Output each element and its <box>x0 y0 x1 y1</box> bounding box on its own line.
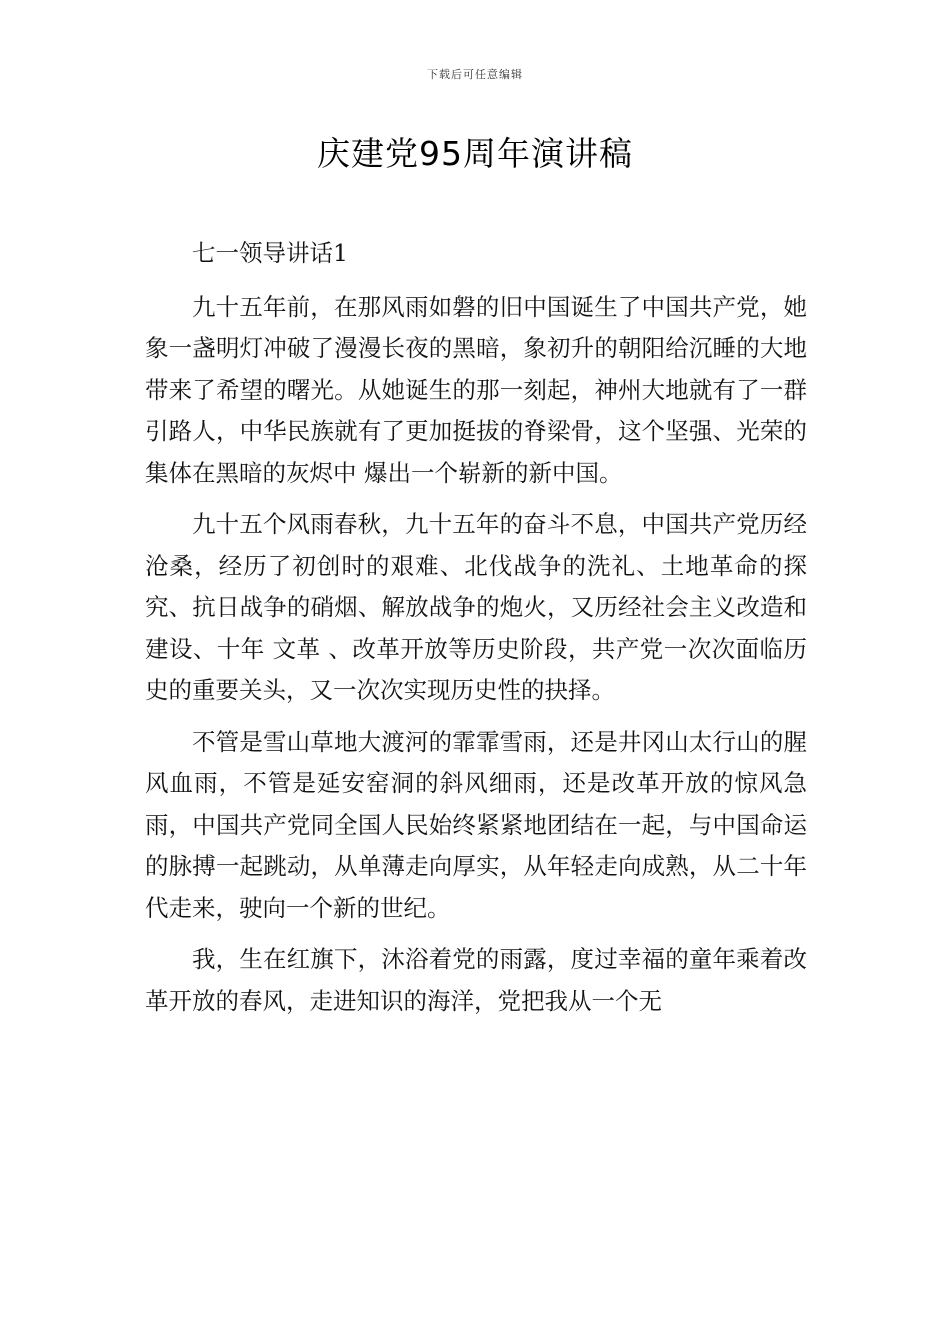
document-body <box>145 233 807 1032</box>
paragraph: 我，生在红旗下，沐浴着党的雨露，度过幸福的童年乘着改革开放的春风，走进知识的海洋，党把我从一个无 <box>145 945 807 1015</box>
header-note: 下载后可任意编辑 <box>427 68 523 81</box>
paragraph: 不管是雪山草地大渡河的霏霏雪雨，还是井冈山太行山的腥风血雨，不管是延安窑洞的斜风细雨，还是改革开放的惊风急雨，中国共产党同全国人民始终紧紧地团结在一起，与中国命运的脉搏一起跳动，从单薄走向厚实，从年轻走向成熟，从二十年代走来，驶向一个新的世纪。 <box>145 727 807 922</box>
document-title: 庆建党95周年演讲稿 <box>317 134 633 173</box>
section-subtitle: 七一领导讲话1 <box>192 239 348 267</box>
paragraph: 九十五个风雨春秋，九十五年的奋斗不息，中国共产党历经沧桑，经历了初创时的艰难、北伐战争的洗礼、土地革命的探究、抗日战争的硝烟、解放战争的炮火，又历经社会主义改造和建设、十年 文革 、改革开放等历史阶段，共产党一次次面临历史的重要关头，又一次次实现历史性的抉择。 <box>145 510 807 704</box>
paragraph: 九十五年前，在那风雨如磐的旧中国诞生了中国共产党，她象一盏明灯冲破了漫漫长夜的黑暗，象初升的朝阳给沉睡的大地带来了希望的曙光。从她诞生的那一刻起，神州大地就有了一群引路人，中华民族就有了更加挺拔的脊梁骨，这个坚强、光荣的集体在黑暗的灰烬中 爆出一个崭新的新中国。 <box>145 292 807 487</box>
